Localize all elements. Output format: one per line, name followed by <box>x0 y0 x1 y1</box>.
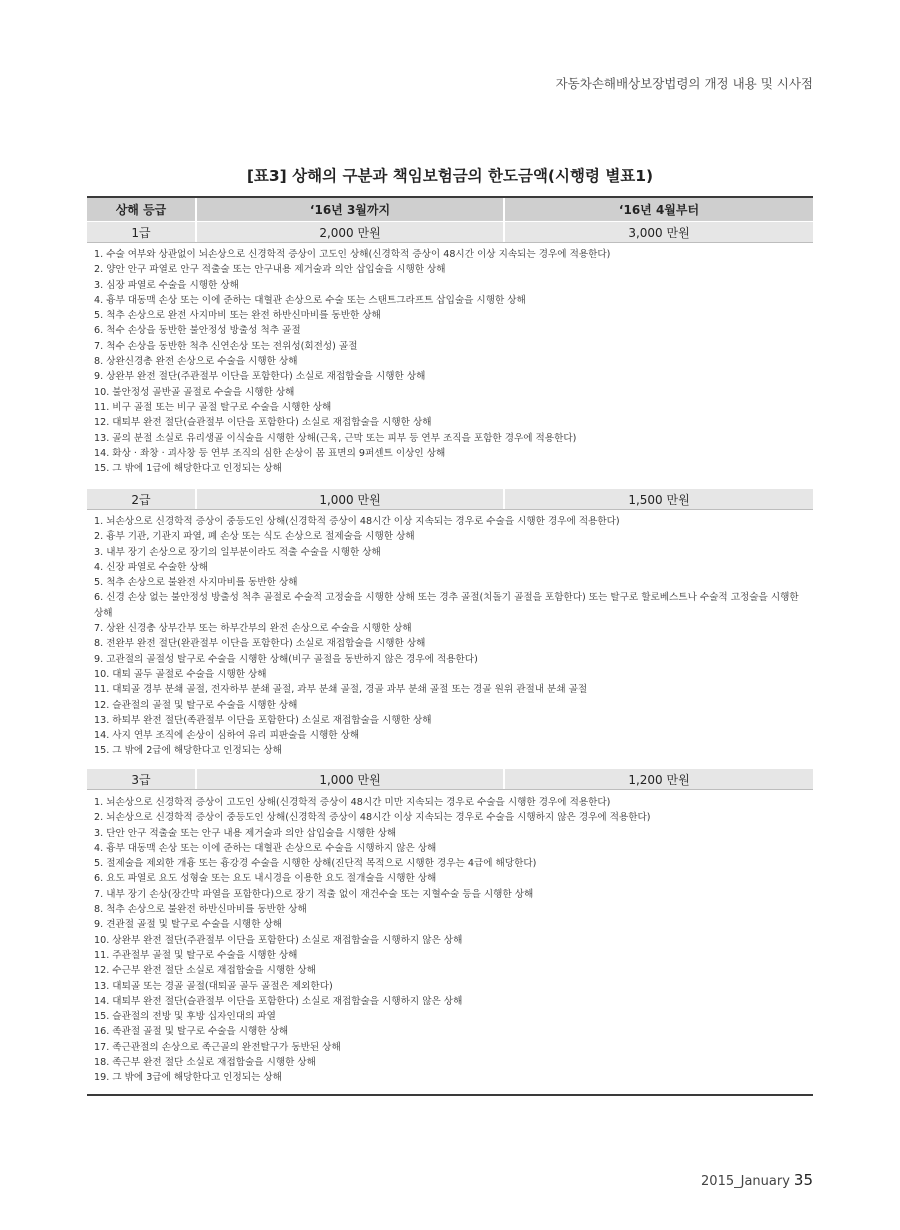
issue-label: 2015_January <box>701 1174 790 1189</box>
list-item: 14. 사지 연부 조직에 손상이 심하여 유리 피판술을 시행한 상해 <box>94 730 360 742</box>
list-item: 12. 대퇴부 완전 절단(슬관절부 이단을 포함한다) 소실로 재접합술을 시행한 상해 <box>94 417 432 429</box>
list-item: 11. 대퇴골 경부 분쇄 골절, 전자하부 분쇄 골절, 과부 분쇄 골절, 경골 과부 분쇄 골절 또는 경골 원위 관절내 분쇄 골절 <box>94 684 588 696</box>
grade-row-3 <box>87 768 813 789</box>
limit-until-march: 1,000 만원 <box>195 769 503 789</box>
column-header-from-april: ‘16년 4월부터 <box>503 198 813 221</box>
list-item: 12. 수근부 완전 절단 소실로 재접합술을 시행한 상해 <box>94 965 316 977</box>
list-item: 6. 요도 파열로 요도 성형술 또는 요도 내시경을 이용한 요도 절개술을 시행한 상해 <box>94 873 437 885</box>
list-item: 3. 단안 안구 적출술 또는 안구 내용 제거술과 의안 삽입술을 시행한 상해 <box>94 827 397 839</box>
grade-divider <box>87 242 813 243</box>
table-header-row <box>87 198 813 221</box>
list-item: 1. 뇌손상으로 신경학적 증상이 고도인 상해(신경학적 증상이 48시간 미만 지속되는 경우로 수술을 시행한 경우에 적용한다) <box>94 797 611 808</box>
limit-from-april: 1,500 만원 <box>503 489 813 509</box>
list-item: 11. 주관절부 골절 및 탈구로 수술을 시행한 상해 <box>94 949 298 961</box>
list-item: 15. 그 밖에 2급에 해당한다고 인정되는 상해 <box>94 745 282 757</box>
list-item: 9. 상완부 완전 절단(주관절부 이단을 포함한다) 소실로 재접합술을 시행한 상해 <box>94 371 426 383</box>
list-item: 13. 하퇴부 완전 절단(족관절부 이단을 포함한다) 소실로 재접합술을 시행한 상해 <box>94 714 432 726</box>
list-item: 15. 슬관절의 전방 및 후방 십자인대의 파열 <box>94 1011 276 1023</box>
list-item: 8. 상완신경총 완전 손상으로 수술을 시행한 상해 <box>94 356 298 368</box>
list-item: 5. 척추 손상으로 완전 사지마비 또는 완전 하반신마비를 동반한 상해 <box>94 310 381 322</box>
table-bottom-rule <box>87 1094 813 1096</box>
list-item: 3. 심장 파열로 수술을 시행한 상해 <box>94 279 239 291</box>
list-item: 4. 흉부 대동맥 손상 또는 이에 준하는 대혈관 손상으로 수술을 시행하지 않은 상해 <box>94 842 437 854</box>
list-item: 7. 척수 손상을 동반한 척추 신연손상 또는 전위성(회전성) 골절 <box>94 340 358 352</box>
list-item: 7. 상완 신경총 상부간부 또는 하부간부의 완전 손상으로 수술을 시행한 상해 <box>94 623 412 635</box>
list-item: 9. 고관절의 골절성 탈구로 수술을 시행한 상해(비구 골절을 동반하지 않은 경우에 적용한다) <box>94 653 478 665</box>
list-item: 10. 상완부 완전 절단(주관절부 이단을 포함한다) 소실로 재접합술을 시행하지 않은 상해 <box>94 934 463 946</box>
limit-until-march: 2,000 만원 <box>195 222 503 242</box>
list-item: 4. 신장 파열로 수술한 상해 <box>94 561 209 573</box>
list-item: 3. 내부 장기 손상으로 장기의 일부분이라도 적출 수술을 시행한 상해 <box>94 546 381 558</box>
list-item: 8. 척추 손상으로 불완전 하반신마비를 동반한 상해 <box>94 904 307 916</box>
limit-from-april: 3,000 만원 <box>503 222 813 242</box>
list-item: 2. 양안 안구 파열로 안구 적출술 또는 안구내용 제거술과 의안 삽입술을 시행한 상해 <box>94 264 446 276</box>
list-item: 6. 척수 손상을 동반한 불안정성 방출성 척추 골절 <box>94 325 301 337</box>
running-header: 자동차손해배상보장법령의 개정 내용 및 시사점 <box>555 76 813 91</box>
list-item: 10. 대퇴 골두 골절로 수술을 시행한 상해 <box>94 668 267 680</box>
list-item: 5. 절제술을 제외한 개흉 또는 흉강경 수술을 시행한 상해(진단적 목적으로 시행한 경우는 4급에 해당한다) <box>94 858 537 870</box>
list-item: 6. 신경 손상 없는 불안정성 방출성 척추 골절로 수술적 고정술을 시행한 상해 또는 경추 골절(치돌기 골절을 포함한다) 또는 탈구로 할로베스트나 수술적 고정술을 시행한 상해 <box>94 592 799 619</box>
grade-divider <box>87 509 813 510</box>
injury-list-grade-1 <box>94 247 806 476</box>
list-item: 17. 족근관절의 손상으로 족근골의 완전탈구가 동반된 상해 <box>94 1041 341 1053</box>
list-item: 10. 불안정성 골반골 골절로 수술을 시행한 상해 <box>94 386 295 398</box>
grade-label: 2급 <box>131 492 151 507</box>
list-item: 7. 내부 장기 손상(장간막 파열을 포함한다)으로 장기 적출 없이 재건수술 또는 지혈수술 등을 시행한 상해 <box>94 888 534 900</box>
list-item: 11. 비구 골절 또는 비구 골절 탈구로 수술을 시행한 상해 <box>94 401 332 413</box>
grade-label: 1급 <box>131 225 151 240</box>
list-item: 16. 족관절 골절 및 탈구로 수술을 시행한 상해 <box>94 1026 289 1038</box>
list-item: 2. 흉부 기관, 기관지 파열, 폐 손상 또는 식도 손상으로 절제술을 시행한 상해 <box>94 531 415 543</box>
list-item: 2. 뇌손상으로 신경학적 증상이 중등도인 상해(신경학적 증상이 48시간 이상 지속되는 경우로 수술을 시행하지 않은 경우에 적용한다) <box>94 812 651 824</box>
grade-divider <box>87 789 813 790</box>
page-footer <box>701 1170 813 1189</box>
list-item: 15. 그 밖에 1급에 해당한다고 인정되는 상해 <box>94 463 282 475</box>
list-item: 8. 전완부 완전 절단(완관절부 이단을 포함한다) 소실로 재접합술을 시행한 상해 <box>94 638 426 650</box>
list-item: 5. 척추 손상으로 불완전 사지마비를 동반한 상해 <box>94 577 298 589</box>
column-header-grade: 상해 등급 <box>115 203 167 217</box>
list-item: 1. 수술 여부와 상관없이 뇌손상으로 신경학적 증상이 고도인 상해(신경학적 증상이 48시간 이상 지속되는 경우에 적용한다) <box>94 249 611 260</box>
list-item: 18. 족근부 완전 절단 소실로 재접합술을 시행한 상해 <box>94 1057 316 1069</box>
list-item: 4. 흉부 대동맥 손상 또는 이에 준하는 대혈관 손상으로 수술 또는 스탠트그라프트 삽입술을 시행한 상해 <box>94 294 526 306</box>
list-item: 12. 슬관절의 골절 및 탈구로 수술을 시행한 상해 <box>94 699 298 711</box>
list-item: 13. 골의 분절 소실로 유리생골 이식술을 시행한 상해(근육, 근막 또는 피부 등 연부 조직을 포함한 경우에 적용한다) <box>94 432 577 444</box>
list-item: 1. 뇌손상으로 신경학적 증상이 중등도인 상해(신경학적 증상이 48시간 이상 지속되는 경우로 수술을 시행한 경우에 적용한다) <box>94 516 620 527</box>
list-item: 19. 그 밖에 3급에 해당한다고 인정되는 상해 <box>94 1072 282 1084</box>
injury-list-grade-2 <box>94 514 806 759</box>
grade-row-2 <box>87 488 813 509</box>
limit-from-april: 1,200 만원 <box>503 769 813 789</box>
list-item: 13. 대퇴골 또는 경골 골절(대퇴골 골두 골절은 제외한다) <box>94 980 333 992</box>
list-item: 14. 대퇴부 완전 절단(슬관절부 이단을 포함한다) 소실로 재접합술을 시행하지 않은 상해 <box>94 995 463 1007</box>
column-header-until-march: ‘16년 3월까지 <box>195 198 503 221</box>
list-item: 14. 화상 · 좌창 · 괴사창 등 연부 조직의 심한 손상이 몸 표면의 9퍼센트 이상인 상해 <box>94 447 446 459</box>
table-title: [표3] 상해의 구분과 책임보험금의 한도금액(시행령 별표1) <box>246 167 654 185</box>
grade-label: 3급 <box>131 772 151 787</box>
grade-row-1 <box>87 221 813 242</box>
list-item: 9. 견관절 골절 및 탈구로 수술을 시행한 상해 <box>94 919 283 931</box>
page-number: 35 <box>793 1171 813 1189</box>
injury-list-grade-3 <box>94 795 806 1086</box>
limit-until-march: 1,000 만원 <box>195 489 503 509</box>
